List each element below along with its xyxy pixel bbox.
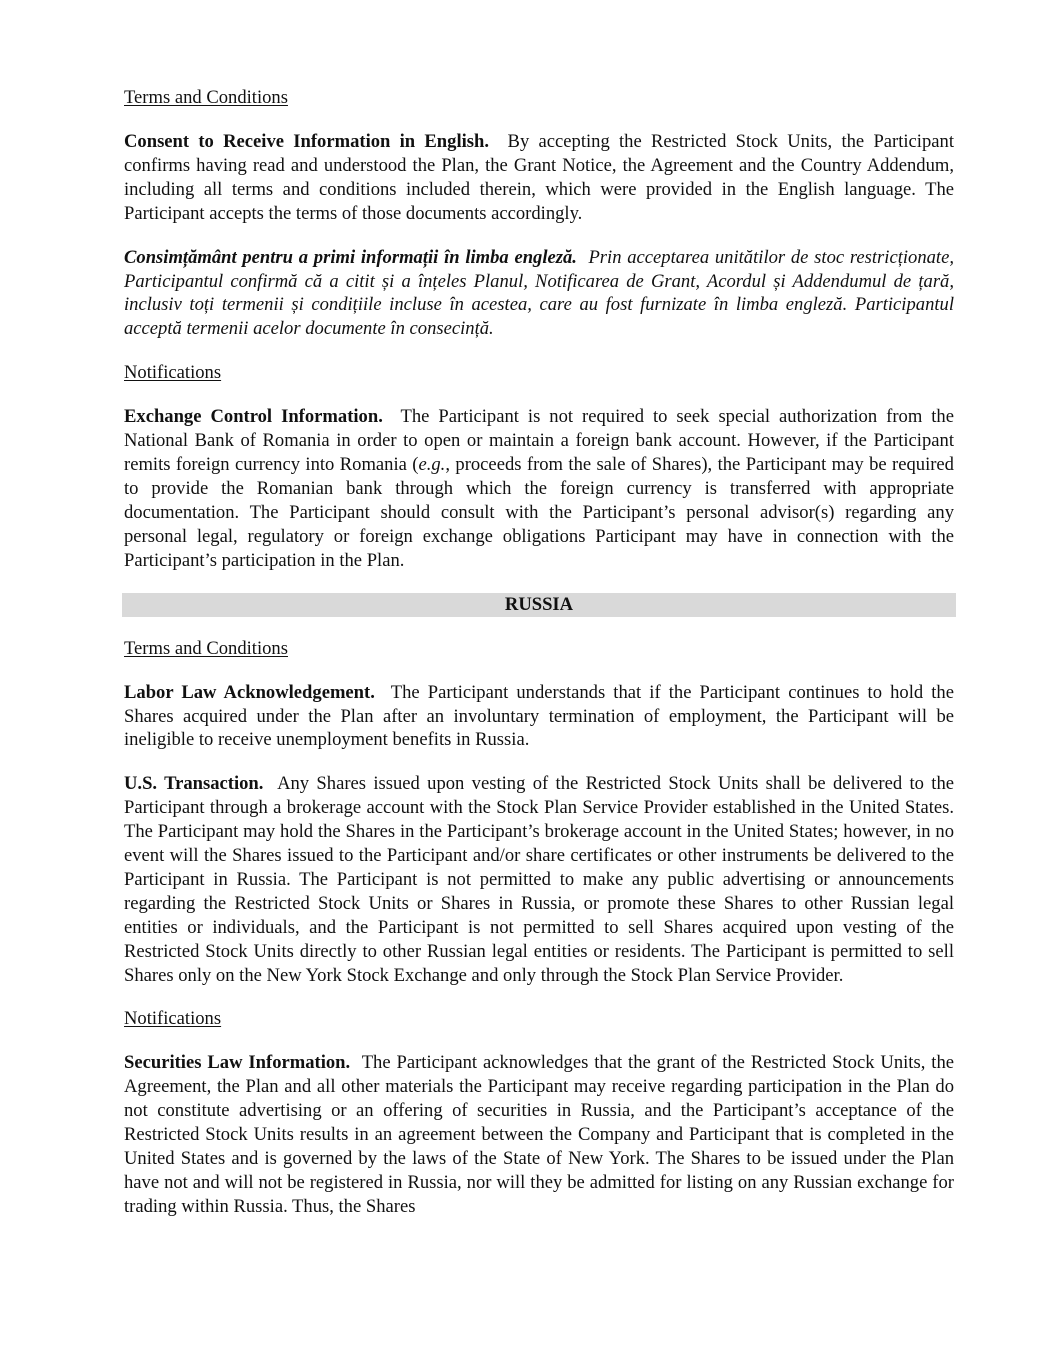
consent-romanian-text: Prin acceptarea unitătilor de stoc restricționate, Participantul confirmă că a citit și a înțeles Planul, Notificarea de Grant, Acordul și Addendumul de țară, inclusiv toți termenii și condițiile incluse în acestea, care au fost furnizate în limba engleză. Participantul acceptă termenii acelor documente în consecință.	[124, 246, 955, 340]
russia-notifications-heading: Notifications	[124, 1008, 222, 1030]
securities-law-paragraph	[124, 1051, 954, 1218]
exchange-control-paragraph	[124, 405, 954, 572]
consent-english-paragraph	[124, 130, 954, 226]
labor-law-title: Labor Law Acknowledgement.	[124, 681, 375, 703]
securities-law-text: The Participant acknowledges that the grant of the Restricted Stock Units, the Agreement, the Plan and all other materials the Participant may receive regarding participation in the Plan do not constitute advertising or an offering of securities in Russia, and the Participant’s acceptance of the Restricted Stock Units results in an agreement between the Company and Participant that is completed in the United States and is governed by the laws of the State of New York. The Shares to be issued under the Plan have not and will not be registered in Russia, nor will they be admitted for listing on any Russian exchange for trading within Russia. Thus, the Shares	[124, 1052, 954, 1217]
exchange-control-text-a: The Participant is not required to seek special authorization from the National Bank of Romania in order to open or maintain a foreign bank account. However, if the Participant remits foreign currency into Romania (	[124, 406, 954, 476]
exchange-control-text-b: , proceeds from the sale of Shares), the Participant may be required to provide the Romanian bank through which the foreign currency is transferred with appropriate documentation. The Participant should consult with the Participant’s personal advisor(s) regarding any personal legal, regulatory or foreign exchange obligations Participant may have in connection with the Participant’s participation in the Plan.	[124, 454, 954, 571]
romania-terms-heading: Terms and Conditions	[124, 87, 288, 108]
us-transaction-title: U.S. Transaction.	[124, 773, 264, 795]
romania-notifications-heading: Notifications	[124, 362, 222, 384]
exchange-control-title: Exchange Control Information.	[124, 406, 383, 428]
securities-law-title: Securities Law Information.	[124, 1052, 351, 1074]
labor-law-paragraph	[124, 681, 954, 753]
us-transaction-text: Any Shares issued upon vesting of the Restricted Stock Units shall be delivered to the Participant through a brokerage account with the Stock Plan Service Provider established in the United States. The Participant may hold the Shares in the Participant’s brokerage account in the United States; however, in no event will the Shares issued to the Participant and/or share certificates or other instruments be delivered to the Participant in Russia. The Participant is not permitted to make any public advertising or announcements regarding the Restricted Stock Units or Shares in Russia, or promote these Shares to other Russian legal entities or individuals, and the Participant is not permitted to sell Shares acquired upon vesting of the Restricted Stock Units directly to other Russian legal entities or residents. The Participant is permitted to sell Shares only on the New York Stock Exchange and only through the Stock Plan Service Provider.	[124, 773, 954, 986]
russia-terms-heading: Terms and Conditions	[124, 637, 288, 659]
document-page	[124, 86, 954, 1219]
exchange-control-eg: e.g.	[418, 454, 446, 476]
us-transaction-paragraph	[124, 772, 954, 987]
country-header-russia: RUSSIA	[122, 593, 956, 617]
labor-law-text: The Participant understands that if the Participant continues to hold the Shares acquired under the Plan after an involuntary termination of employment, the Participant will be ineligible to receive unemployment benefits in Russia.	[124, 681, 954, 751]
consent-english-title: Consent to Receive Information in English.	[124, 131, 490, 152]
consent-romanian-title: Consimțământ pentru a primi informații în limba engleză.	[124, 246, 577, 268]
consent-english-text: By accepting the Restricted Stock Units, the Participant confirms having read and understood the Plan, the Grant Notice, the Agreement and the Country Addendum, including all terms and conditions included therein, which were provided in the English language. The Participant accepts the terms of those documents accordingly.	[124, 131, 954, 224]
consent-romanian-paragraph	[124, 246, 954, 342]
